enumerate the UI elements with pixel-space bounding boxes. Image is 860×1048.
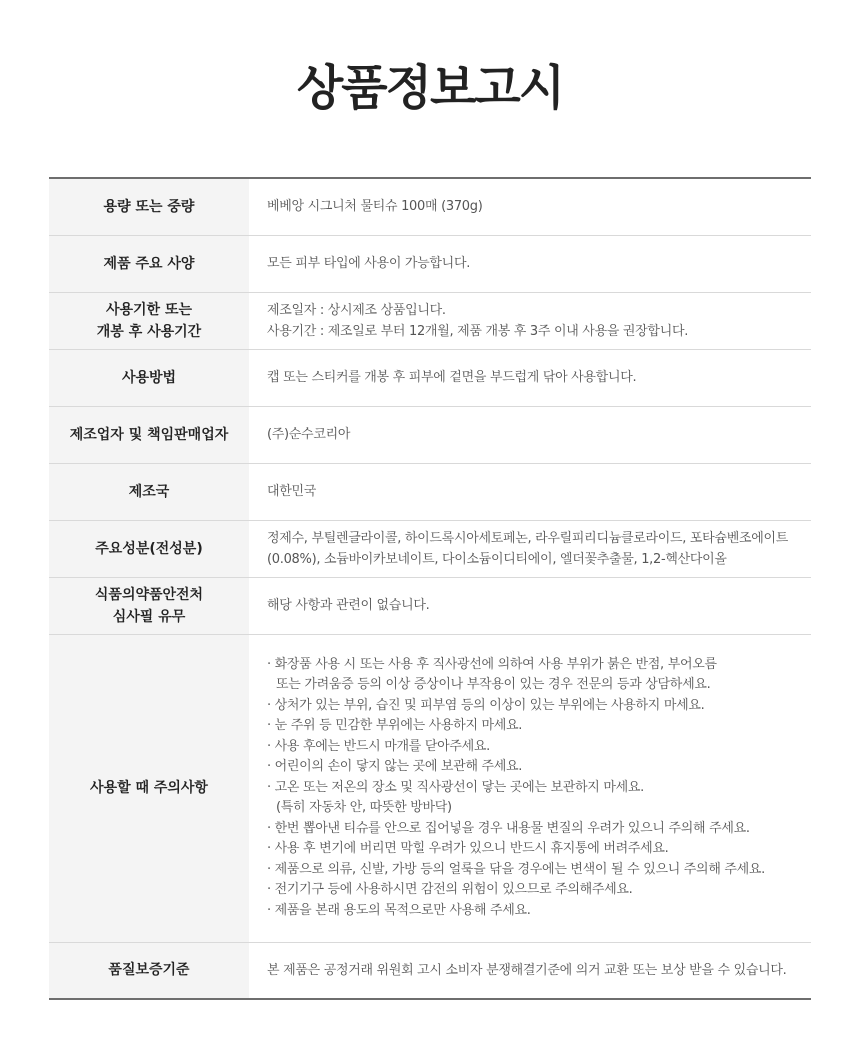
- caution-item: · 어린이의 손이 닿지 않는 곳에 보관해 주세요.: [267, 759, 523, 775]
- row-value: 캡 또는 스티커를 개봉 후 피부에 겉면을 부드럽게 닦아 사용합니다.: [249, 349, 811, 406]
- caution-item: · 제품을 본래 용도의 목적으로만 사용해 주세요.: [267, 902, 531, 918]
- table-row: [49, 577, 811, 634]
- caution-item: · 제품으로 의류, 신발, 가방 등의 얼룩을 닦을 경우에는 변색이 될 수 있으니 주의해 주세요.: [267, 861, 766, 877]
- table-row: [49, 235, 811, 292]
- table-row: [49, 292, 811, 349]
- caution-item: · 상처가 있는 부위, 습진 및 피부염 등의 이상이 있는 부위에는 사용하지 마세요.: [267, 697, 705, 713]
- caution-item: · 사용 후에는 반드시 마개를 닫아주세요.: [267, 738, 490, 754]
- row-label: 주요성분(전성분): [49, 520, 249, 577]
- row-value: 베베앙 시그니처 물티슈 100매 (370g): [249, 178, 811, 235]
- page-title: 상품정보고시: [296, 60, 564, 116]
- row-value: 제조일자 : 상시제조 상품입니다. 사용기간 : 제조일로 부터 12개월, 제품 개봉 후 3주 이내 사용을 권장합니다.: [249, 292, 811, 349]
- row-label: 용량 또는 중량: [49, 178, 249, 235]
- row-value: 정제수, 부틸렌글라이콜, 하이드록시아세토페논, 라우릴피리디늄클로라이드, 포타슘벤조에이트 (0.08%), 소듐바이카보네이트, 다이소듐이디티에이, 엘더꽃추출물, 1,2-헥산다이올: [249, 520, 811, 577]
- caution-item: · 한번 뽑아낸 티슈를 안으로 집어넣을 경우 내용물 변질의 우려가 있으니 주의해 주세요.: [267, 820, 750, 836]
- caution-item: · 사용 후 변기에 버리면 막힐 우려가 있으니 반드시 휴지통에 버려주세요.: [267, 841, 669, 857]
- table-row: [49, 349, 811, 406]
- table-row: [49, 178, 811, 235]
- table-row: [49, 634, 811, 942]
- table-row: [49, 520, 811, 577]
- caution-item: 또는 가려움증 등의 이상 증상이나 부작용이 있는 경우 전문의 등과 상담하세요.: [276, 677, 711, 693]
- row-label: 제품 주요 사양: [49, 235, 249, 292]
- caution-item: (특히 자동차 안, 따뜻한 방바닥): [276, 800, 452, 816]
- row-value: 본 제품은 공정거래 위원회 고시 소비자 분쟁해결기준에 의거 교환 또는 보상 받을 수 있습니다.: [267, 962, 787, 978]
- row-label: 품질보증기준: [49, 942, 249, 999]
- row-label: 식품의약품안전처 심사필 유무: [49, 577, 249, 634]
- row-label: 제조국: [49, 463, 249, 520]
- caution-item: · 눈 주위 등 민감한 부위에는 사용하지 마세요.: [267, 718, 523, 734]
- table-row: [49, 406, 811, 463]
- caution-item: · 전기기구 등에 사용하시면 감전의 위험이 있으므로 주의해주세요.: [267, 882, 633, 898]
- row-value: [249, 634, 811, 942]
- product-info-table: [49, 177, 811, 1000]
- row-value: 대한민국: [249, 463, 811, 520]
- row-label: 사용할 때 주의사항: [49, 634, 249, 942]
- table-row: [49, 942, 811, 999]
- caution-item: · 화장품 사용 시 또는 사용 후 직사광선에 의하여 사용 부위가 붉은 반점, 부어오름: [267, 656, 717, 672]
- caution-item: · 고온 또는 저온의 장소 및 직사광선이 닿는 곳에는 보관하지 마세요.: [267, 779, 644, 795]
- row-value: (주)순수코리아: [249, 406, 811, 463]
- row-label: 사용기한 또는 개봉 후 사용기간: [49, 292, 249, 349]
- row-label: 사용방법: [49, 349, 249, 406]
- row-label: 제조업자 및 책임판매업자: [49, 406, 249, 463]
- row-value: 해당 사항과 관련이 없습니다.: [249, 577, 811, 634]
- table-row: [49, 463, 811, 520]
- row-value: 모든 피부 타입에 사용이 가능합니다.: [249, 235, 811, 292]
